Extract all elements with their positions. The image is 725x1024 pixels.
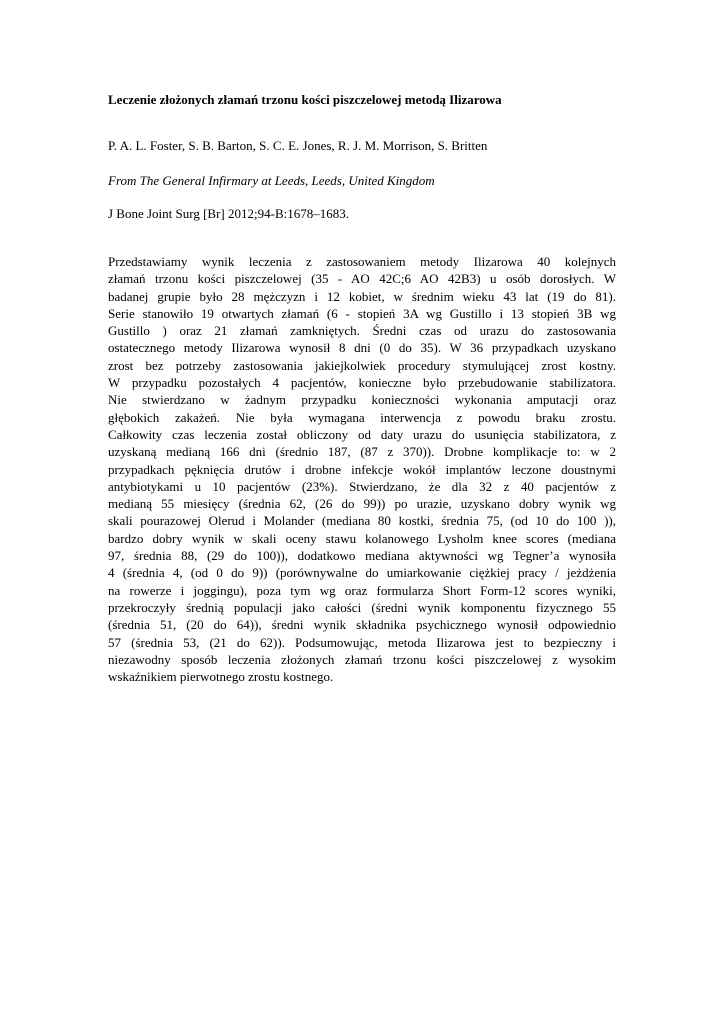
abstract-line: wskaźnikiem pierwotnego zrostu kostnego. [108, 669, 334, 685]
document-title: Leczenie złożonych złamań trzonu kości piszczelowej metodą Ilizarowa [108, 92, 502, 107]
journal-citation: J Bone Joint Surg [Br] 2012;94-B:1678–1683. [108, 206, 349, 221]
abstract-line: uzyskaną medianą 166 dni (średnio 187, (87 z 370)). Drobne komplikacje to: w 2 [108, 444, 616, 460]
abstract-line: badanej grupie było 28 mężczyzn i 12 kobiet, w średnim wieku 43 lat (19 do 81). [108, 288, 616, 304]
abstract-line: zrost bez potrzeby zastosowania jakiejkolwiek procedury stymulującej zrost kostny. [108, 357, 616, 373]
abstract-line: bardzo dobry wynik w skali oceny stawu kolanowego Lysholm knee scores (mediana [108, 530, 616, 546]
abstract-line: głębokich zakażeń. Nie była wymagana interwencja z powodu braku zrostu. [108, 409, 616, 425]
affiliation: From The General Infirmary at Leeds, Leeds, United Kingdom [108, 173, 435, 188]
abstract-line: Serie stanowiło 19 otwartych złamań (6 - stopień 3A wg Gustillo i 13 stopień 3B wg [108, 305, 616, 321]
abstract-line: W przypadku pozostałych 4 pacjentów, konieczne było przebudowanie stabilizatora. [108, 375, 616, 391]
abstract-line: przypadkach pęknięcia drutów i drobne infekcje wokół implantów leczone doustnymi [108, 461, 616, 477]
abstract-line: Przedstawiamy wynik leczenia z zastosowaniem metody Ilizarowa 40 kolejnych [108, 254, 616, 269]
abstract-line: Całkowity czas leczenia został obliczony od daty urazu do usunięcia stabilizatora, z [108, 426, 616, 442]
abstract-line: 4 (średnia 4, (od 0 do 9)) (porównywalne do umiarkowanie ciężkiej pracy / jeżdżenia [108, 565, 616, 581]
author-list: P. A. L. Foster, S. B. Barton, S. C. E. Jones, R. J. M. Morrison, S. Britten [108, 138, 488, 153]
abstract-line: ostatecznego metody Ilizarowa wynosił 8 dni (0 do 35). W 36 przypadkach uzyskano [108, 340, 616, 356]
abstract-paragraph [108, 253, 616, 685]
abstract-line: przekroczyły średnią populacji jako całości (średni wynik komponentu fizycznego 55 [108, 599, 616, 615]
abstract-line: na rowerze i joggingu), poza tym wg oraz formularza Short Form-12 scores wyniki, [108, 582, 616, 598]
abstract-line: niezawodny sposób leczenia złożonych złamań trzonu kości piszczelowej z wysokim [108, 651, 616, 667]
abstract-line: 97, średnia 88, (29 do 100)), dodatkowo mediana aktywności wg Tegner’a wynosiła [108, 548, 616, 564]
abstract-line: medianą 55 miesięcy (średnia 62, (26 do 99)) po urazie, uzyskano dobry wynik wg [108, 496, 616, 512]
abstract-line: 57 (średnia 53, (21 do 62)). Podsumowując, metoda Ilizarowa jest to bezpieczny i [108, 634, 616, 650]
abstract-line: Gustillo ) oraz 21 złamań zamkniętych. Średni czas od urazu do zastosowania [108, 323, 616, 339]
abstract-line: (średnia 51, (20 do 64)), średni wynik składnika psychicznego wynosił odpowiednio [108, 617, 616, 633]
abstract-line: Nie stwierdzano w żadnym przypadku konieczności wykonania amputacji oraz [108, 392, 616, 408]
abstract-line: skali pourazowej Olerud i Molander (mediana 80 kostki, średnia 75, (od 10 do 100 )), [108, 513, 616, 529]
abstract-line: złamań trzonu kości piszczelowej (35 - AO 42C;6 AO 42B3) u osób dorosłych. W [108, 271, 616, 287]
abstract-line: antybiotykami u 10 pacjentów (23%). Stwierdzano, że dla 32 z 40 pacjentów z [108, 478, 616, 494]
